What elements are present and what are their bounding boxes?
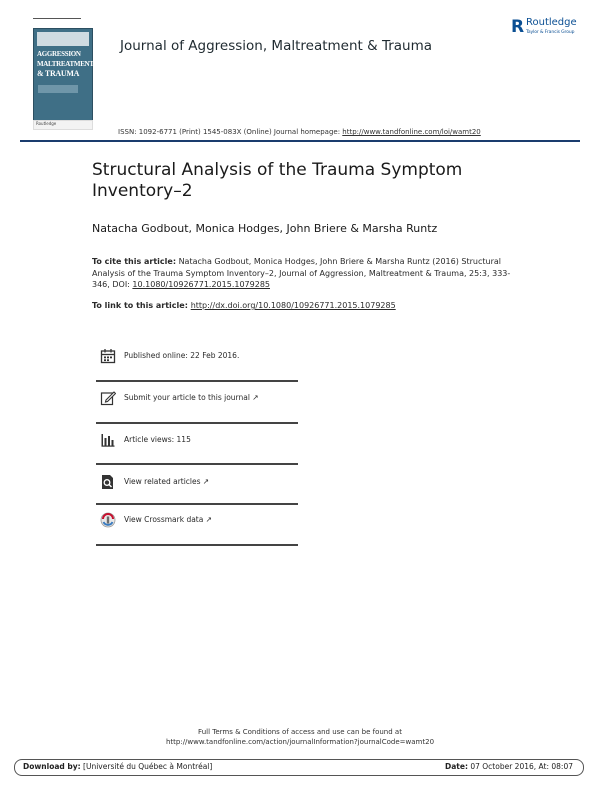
terms-notice — [0, 727, 600, 747]
list-divider — [96, 463, 298, 465]
list-divider — [96, 422, 298, 424]
download-date — [445, 762, 573, 771]
external-link-icon: ↗ — [202, 477, 210, 486]
cite-text: Natacha Godbout, Monica Hodges, John Briere & Marsha Runtz (2016) Structural Analysis of the Trauma Symptom Inventory–2, Journal of Aggression, Maltreatment & Trauma, 25:3, 333-346, DOI: — [92, 257, 511, 289]
publisher-logo[interactable] — [511, 17, 596, 41]
crossmark-link[interactable] — [124, 515, 212, 524]
journal-title: Journal of Aggression, Maltreatment & Trauma — [120, 38, 433, 54]
published-online-row — [96, 344, 298, 372]
related-articles-text: View related articles — [124, 477, 201, 486]
journal-homepage-link[interactable]: http://www.tandfonline.com/loi/wamt20 — [342, 128, 481, 136]
submit-article-link[interactable] — [124, 393, 259, 402]
doi-link[interactable]: 10.1080/10926771.2015.1079285 — [132, 280, 270, 289]
journal-cover-image — [33, 28, 93, 122]
search-document-icon — [100, 474, 116, 490]
article-link-line — [92, 301, 396, 310]
submit-article-text: Submit your article to this journal — [124, 393, 250, 402]
issn-text: ISSN: 1092-6771 (Print) 1545-083X (Online) Journal homepage: — [118, 128, 343, 136]
header-divider — [20, 140, 580, 142]
edit-icon — [100, 390, 116, 406]
routledge-r-icon: R — [511, 17, 525, 37]
list-divider — [96, 380, 298, 382]
publisher-name: Routledge — [526, 17, 577, 28]
cover-publisher-strip — [33, 120, 93, 130]
download-info-bar — [14, 759, 584, 776]
issn-line — [118, 128, 481, 136]
download-date-label: Date: — [445, 762, 468, 771]
terms-line-1: Full Terms & Conditions of access and use can be found at — [198, 728, 402, 736]
bar-chart-icon — [100, 432, 116, 448]
external-link-icon: ↗ — [205, 515, 213, 524]
related-articles-link[interactable] — [124, 477, 209, 486]
submit-article-row[interactable] — [96, 386, 298, 414]
article-views-row — [96, 428, 298, 456]
article-link[interactable]: http://dx.doi.org/10.1080/10926771.2015.1079285 — [190, 301, 396, 310]
published-online-text: Published online: 22 Feb 2016. — [124, 351, 240, 360]
citation-block — [92, 256, 512, 291]
related-articles-row[interactable] — [96, 470, 298, 498]
terms-link[interactable]: http://www.tandfonline.com/action/journalInformation?journalCode=wamt20 — [165, 738, 435, 746]
cover-title-line-3: & TRAUMA — [37, 69, 80, 78]
downloaded-by — [23, 762, 212, 771]
article-views-text: Article views: 115 — [124, 435, 191, 444]
download-date-value: 07 October 2016, At: 08:07 — [467, 762, 573, 771]
external-link-icon: ↗ — [252, 393, 259, 402]
cover-top-rule — [33, 18, 81, 19]
crossmark-text: View Crossmark data — [124, 515, 204, 524]
publisher-tagline: Taylor & Francis Group — [526, 30, 575, 35]
cover-subtitle-band — [38, 85, 78, 93]
cover-title-line-1: AGGRESSION — [37, 50, 81, 58]
list-divider — [96, 544, 298, 546]
crossmark-row[interactable] — [96, 508, 298, 536]
article-authors: Natacha Godbout, Monica Hodges, John Briere & Marsha Runtz — [92, 222, 438, 235]
cover-header-band — [37, 32, 89, 46]
cover-publisher-label: Routledge — [36, 121, 57, 126]
downloaded-by-value: [Université du Québec à Montréal] — [80, 762, 213, 771]
list-divider — [96, 503, 298, 505]
cover-title-line-2: MALTREATMENT — [37, 60, 94, 68]
cite-label: To cite this article: — [92, 257, 177, 266]
crossmark-icon — [100, 512, 116, 528]
article-title: Structural Analysis of the Trauma Symptom Inventory–2 — [92, 160, 463, 201]
downloaded-by-label: Download by: — [23, 762, 81, 771]
calendar-icon — [100, 348, 116, 364]
link-label: To link to this article: — [92, 301, 191, 310]
